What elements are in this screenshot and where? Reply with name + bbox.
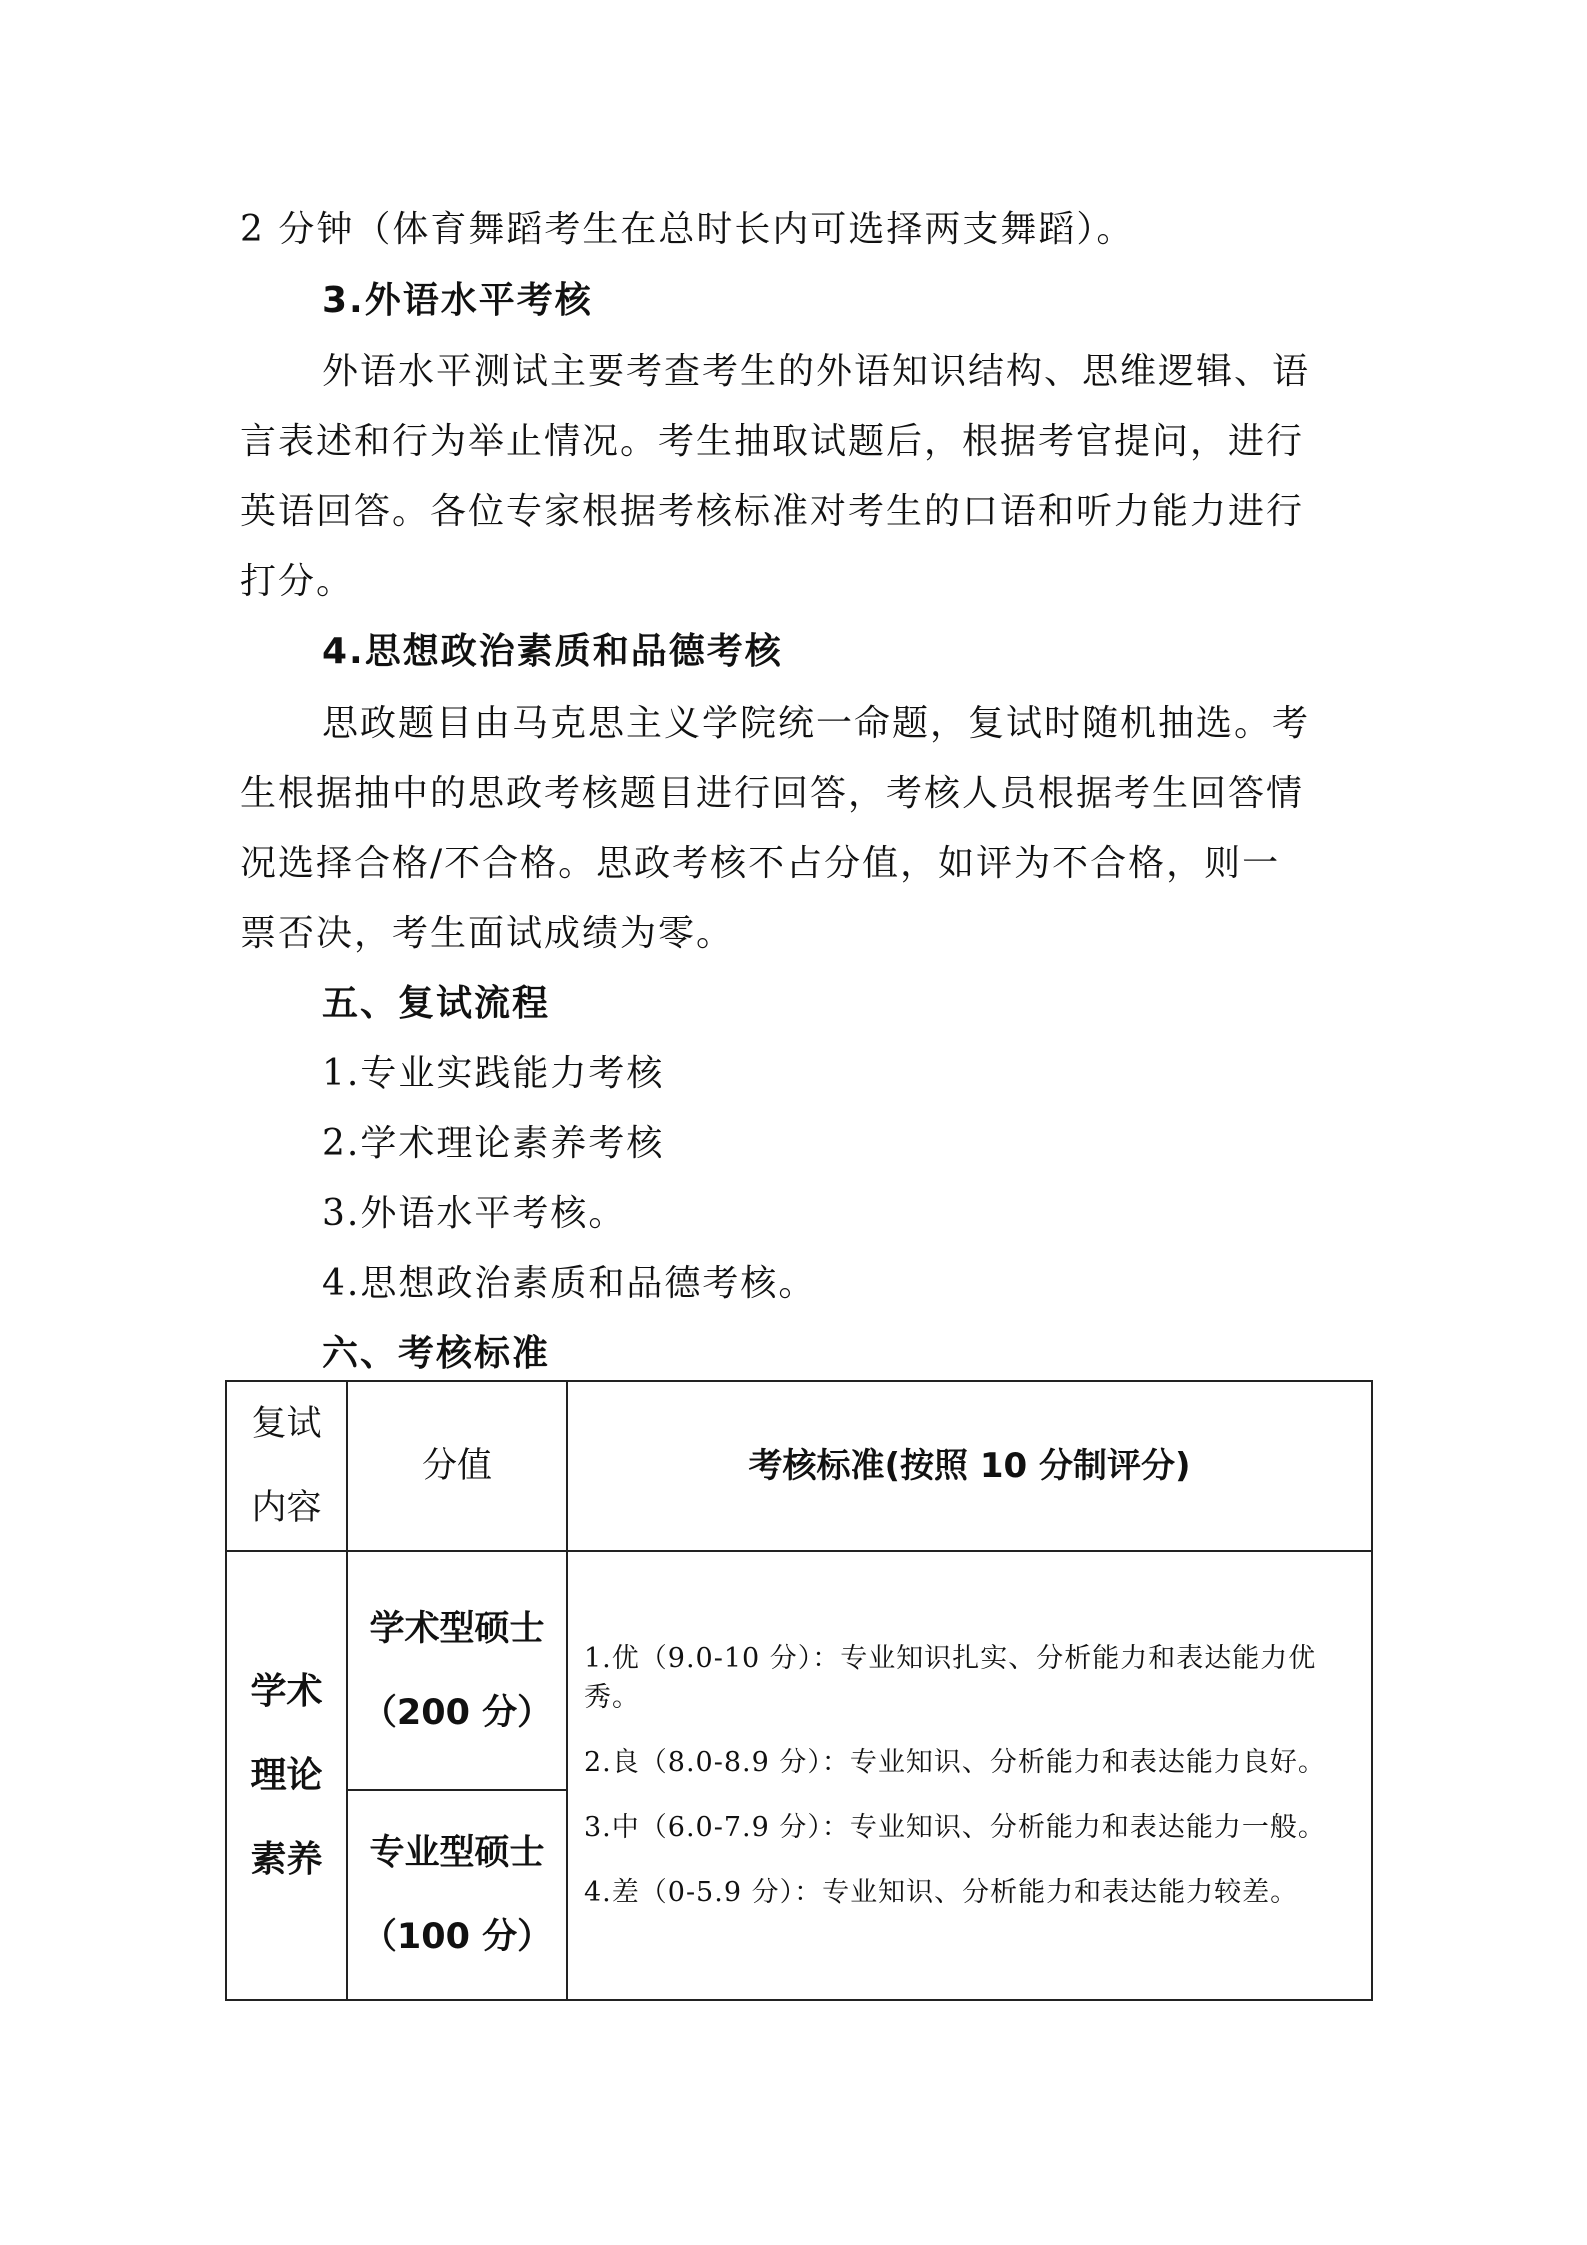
criteria-cell bbox=[567, 1551, 1372, 2000]
header-content-line: 内容 bbox=[251, 1488, 322, 1528]
criteria-item: 1.优（9.0-10 分）：专业知识扎实、分析能力和表达能力优秀。 bbox=[584, 1643, 1317, 1713]
header-score-label: 分值 bbox=[421, 1446, 492, 1486]
row-title-line: 素养 bbox=[250, 1838, 323, 1880]
academic-master-cell bbox=[347, 1551, 567, 1790]
section-heading-process: 五、复试流程 bbox=[322, 983, 551, 1024]
section-heading-political: 4.思想政治素质和品德考核 bbox=[322, 631, 783, 672]
list-item: 2.学术理论素养考核 bbox=[322, 1123, 665, 1164]
paragraph-line: 2 分钟（体育舞蹈考生在总时长内可选择两支舞蹈）。 bbox=[240, 209, 1135, 250]
paragraph-line: 打分。 bbox=[240, 561, 355, 602]
academic-master-label: 学术型硕士 bbox=[369, 1608, 545, 1649]
paragraph-line: 思政题目由马克思主义学院统一命题，复试时随机抽选。考 bbox=[322, 703, 1311, 744]
professional-master-score: （100 分） bbox=[361, 1917, 553, 1957]
professional-master-label: 专业型硕士 bbox=[369, 1833, 545, 1873]
table-row bbox=[226, 1551, 1372, 1790]
paragraph-line: 言表述和行为举止情况。考生抽取试题后，根据考官提问，进行 bbox=[240, 421, 1305, 462]
list-item: 1.专业实践能力考核 bbox=[322, 1053, 665, 1094]
professional-master-cell bbox=[347, 1790, 567, 2000]
criteria-item: 4.差（0-5.9 分）：专业知识、分析能力和表达能力较差。 bbox=[584, 1877, 1299, 1908]
row-title-cell bbox=[226, 1551, 347, 2000]
section-heading-foreign-language: 3.外语水平考核 bbox=[322, 280, 593, 321]
row-title-line: 理论 bbox=[250, 1754, 323, 1796]
section-heading-standards: 六、考核标准 bbox=[322, 1333, 551, 1374]
header-criteria-cell bbox=[567, 1381, 1372, 1551]
paragraph-line: 票否决，考生面试成绩为零。 bbox=[240, 913, 735, 954]
criteria-item: 3.中（6.0-7.9 分）：专业知识、分析能力和表达能力一般。 bbox=[584, 1812, 1326, 1843]
criteria-item: 2.良（8.0-8.9 分）：专业知识、分析能力和表达能力良好。 bbox=[584, 1747, 1326, 1778]
header-content-cell bbox=[226, 1381, 347, 1551]
list-item: 3.外语水平考核。 bbox=[322, 1193, 627, 1234]
paragraph-line: 生根据抽中的思政考核题目进行回答，考核人员根据考生回答情 bbox=[240, 773, 1305, 814]
header-criteria-label: 考核标准(按照 10 分制评分) bbox=[748, 1446, 1191, 1486]
header-content-line: 复试 bbox=[251, 1404, 322, 1444]
row-title-line: 学术 bbox=[250, 1670, 323, 1712]
paragraph-line: 况选择合格/不合格。思政考核不占分值，如评为不合格，则一 bbox=[240, 843, 1281, 884]
paragraph-line: 英语回答。各位专家根据考核标准对考生的口语和听力能力进行 bbox=[240, 491, 1305, 532]
academic-master-score: （200 分） bbox=[361, 1692, 553, 1733]
header-score-cell bbox=[347, 1381, 567, 1551]
table-header-row bbox=[226, 1381, 1372, 1551]
standards-table bbox=[225, 1380, 1373, 2001]
list-item: 4.思想政治素质和品德考核。 bbox=[322, 1263, 817, 1304]
paragraph-line: 外语水平测试主要考查考生的外语知识结构、思维逻辑、语 bbox=[322, 351, 1311, 392]
